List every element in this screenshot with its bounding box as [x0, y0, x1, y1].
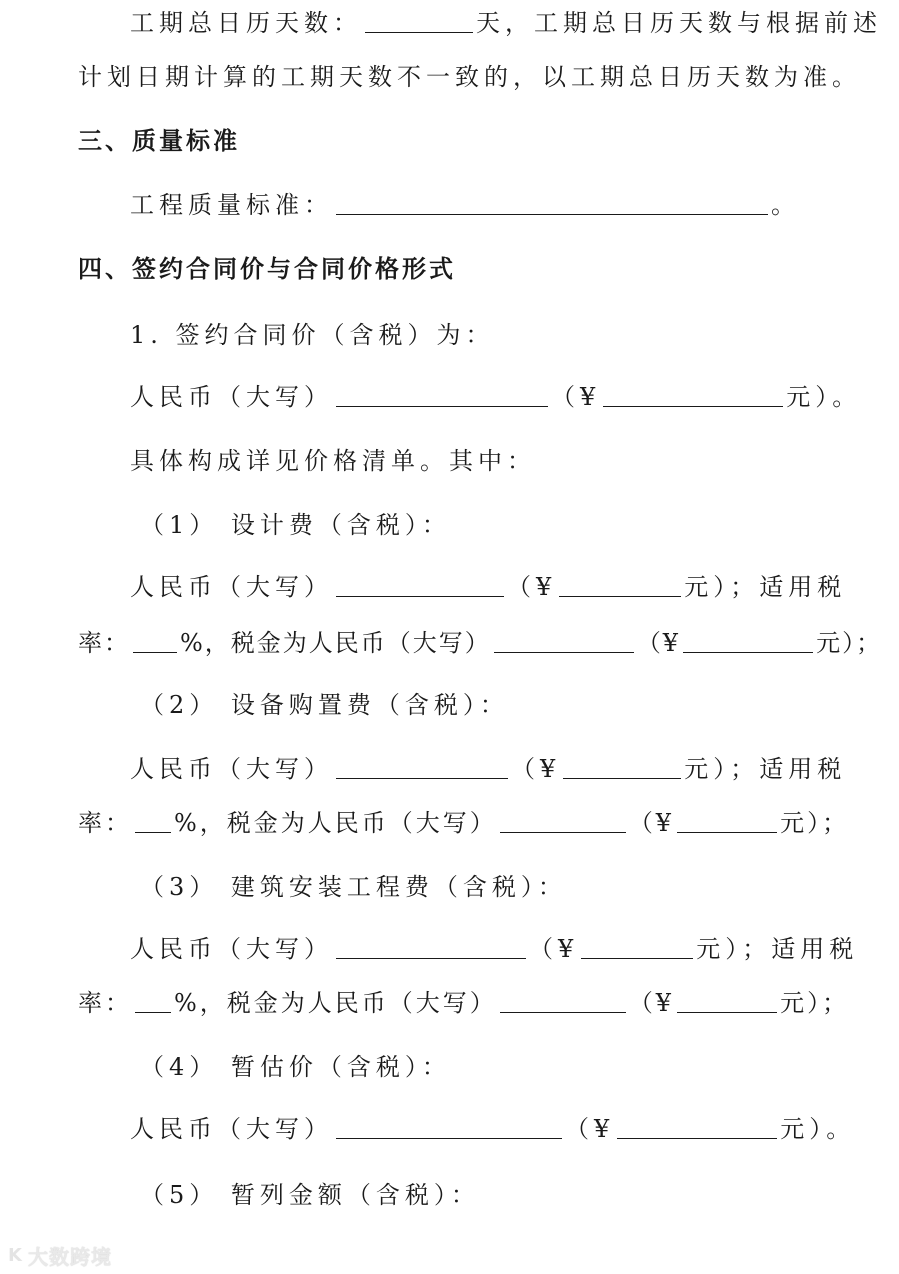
- equipment-fee-amount-line: [130, 752, 846, 786]
- design-fee-tax-yen-blank[interactable]: [683, 630, 813, 653]
- yuan-close: 元）；: [780, 989, 850, 1017]
- rate-prefix: 率：: [78, 809, 132, 837]
- schedule-line-1: [130, 6, 882, 40]
- item-provisional-sum-title: （5） 暂列金额（含税）：: [140, 1181, 480, 1209]
- rmb-label: 人民币（大写）: [130, 935, 333, 963]
- rmb-label: 人民币（大写）: [130, 383, 333, 411]
- rmb-label: 人民币（大写）: [130, 755, 333, 783]
- watermark-logo-icon: K: [8, 1244, 22, 1266]
- construction-fee-tax-yen-blank[interactable]: [677, 990, 777, 1013]
- item-equipment-fee-title: （2） 设备购置费（含税）：: [140, 691, 509, 719]
- contract-price-rmb-blank[interactable]: [336, 384, 548, 407]
- design-fee-amount-line: [130, 570, 846, 604]
- yuan-close: 元）；: [816, 629, 883, 657]
- equipment-fee-rate-blank[interactable]: [135, 810, 171, 833]
- provisional-estimate-rmb-blank[interactable]: [336, 1116, 562, 1139]
- rate-prefix: 率：: [78, 629, 130, 657]
- rmb-label: 人民币（大写）: [130, 1115, 333, 1143]
- item-construction-fee-title: （3） 建筑安装工程费（含税）：: [140, 873, 567, 901]
- total-days-blank[interactable]: [365, 10, 473, 33]
- yen-open: （¥: [628, 809, 675, 837]
- rmb-label: 人民币（大写）: [130, 573, 333, 601]
- yen-open: （¥: [551, 383, 601, 411]
- equipment-fee-tax-yen-blank[interactable]: [677, 810, 777, 833]
- construction-fee-tax-line: [78, 986, 849, 1020]
- yen-open: （¥: [511, 755, 561, 783]
- design-fee-tax-rmb-blank[interactable]: [494, 630, 634, 653]
- yuan-close: 元）。: [780, 1115, 856, 1143]
- design-fee-yen-blank[interactable]: [559, 574, 681, 597]
- equipment-fee-tax-rmb-blank[interactable]: [500, 810, 626, 833]
- total-days-suffix: 天，工期总日历天数与根据前述: [476, 9, 882, 37]
- schedule-line-2: 计划日期计算的工期天数不一致的，以工期总日历天数为准。: [78, 63, 861, 91]
- contract-price-yen-blank[interactable]: [603, 384, 783, 407]
- quality-standard-end: 。: [771, 191, 800, 219]
- rate-continuation: 元）；适用税: [684, 573, 847, 601]
- quality-standard-line: [130, 188, 800, 222]
- equipment-fee-yen-blank[interactable]: [563, 756, 681, 779]
- quality-standard-blank[interactable]: [336, 192, 768, 215]
- yuan-close: 元）。: [786, 383, 862, 411]
- design-fee-rate-blank[interactable]: [133, 630, 177, 653]
- quality-standard-label: 工程质量标准：: [130, 191, 333, 219]
- construction-fee-tax-rmb-blank[interactable]: [500, 990, 626, 1013]
- equipment-fee-rmb-blank[interactable]: [336, 756, 508, 779]
- construction-fee-yen-blank[interactable]: [581, 936, 693, 959]
- construction-fee-amount-line: [130, 932, 858, 966]
- total-days-label: 工期总日历天数：: [130, 9, 362, 37]
- item-design-fee-title: （1） 设计费（含税）：: [140, 511, 451, 539]
- provisional-estimate-amount-line: [130, 1112, 855, 1146]
- contract-price-title: 1. 签约合同价（含税）为：: [130, 321, 495, 349]
- yen-open: （¥: [565, 1115, 615, 1143]
- watermark-text: 大数跨境: [27, 1244, 112, 1269]
- yen-open: （¥: [636, 629, 681, 657]
- yuan-close: 元）；: [780, 809, 850, 837]
- rate-continuation: 元）；适用税: [696, 935, 859, 963]
- tax-label: %，税金为人民币（大写）: [174, 809, 497, 837]
- yen-open: （¥: [628, 989, 675, 1017]
- tax-label: %，税金为人民币（大写）: [174, 989, 497, 1017]
- design-fee-rmb-blank[interactable]: [336, 574, 504, 597]
- design-fee-tax-line: [78, 626, 882, 660]
- price-list-note: 具体构成详见价格清单。其中：: [130, 447, 536, 475]
- tax-label: %，税金为人民币（大写）: [180, 629, 491, 657]
- yen-open: （¥: [529, 935, 579, 963]
- watermark: [8, 1240, 112, 1270]
- item-provisional-estimate-title: （4） 暂估价（含税）：: [140, 1053, 451, 1081]
- construction-fee-rate-blank[interactable]: [135, 990, 171, 1013]
- section-heading-quality: 三、质量标准: [78, 127, 240, 155]
- section-heading-contract-price: 四、签约合同价与合同价格形式: [78, 255, 456, 283]
- rate-continuation: 元）；适用税: [684, 755, 847, 783]
- yen-open: （¥: [507, 573, 557, 601]
- rate-prefix: 率：: [78, 989, 132, 1017]
- construction-fee-rmb-blank[interactable]: [336, 936, 526, 959]
- equipment-fee-tax-line: [78, 806, 849, 840]
- provisional-estimate-yen-blank[interactable]: [617, 1116, 777, 1139]
- contract-price-amount-line: [130, 380, 861, 414]
